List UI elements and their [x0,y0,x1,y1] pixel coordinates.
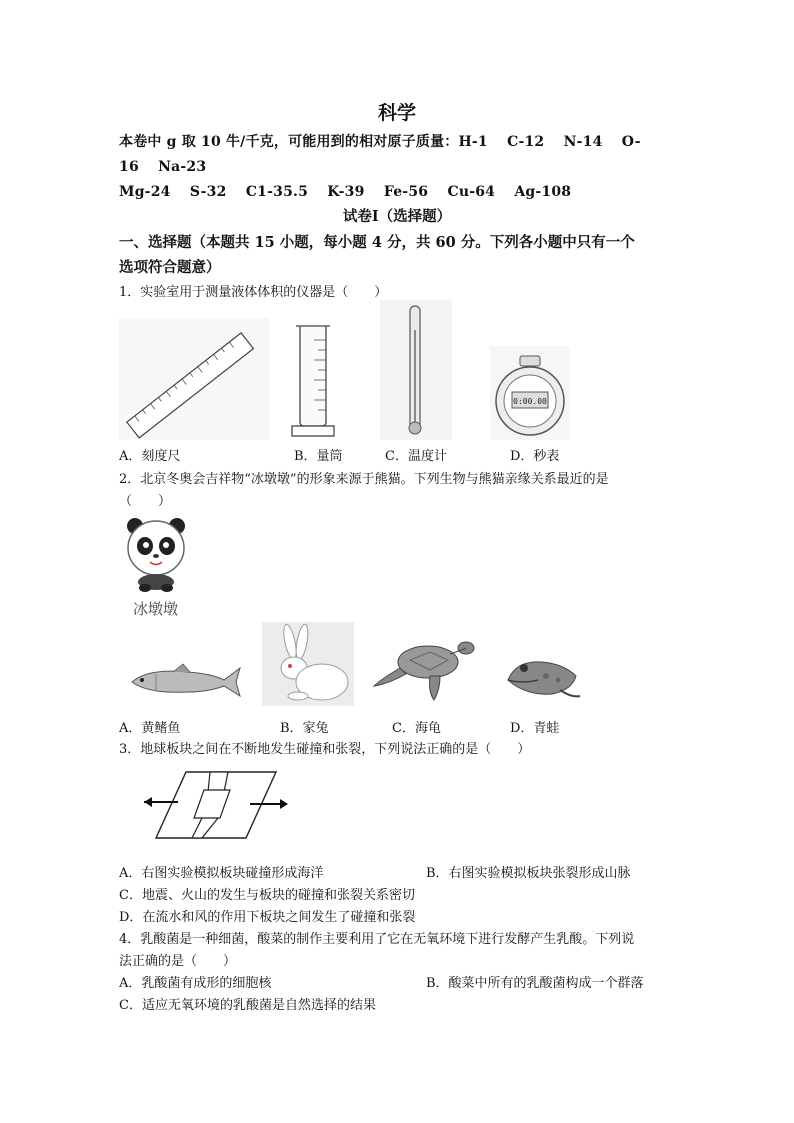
q1-option-a: A．刻度尺 [119,449,181,464]
fish-image [128,660,244,704]
q4-option-c: C．适应无氧环境的乳酸菌是自然选择的结果 [119,998,376,1013]
q1-stem: 1．实验室用于测量液体体积的仪器是（ ） [119,285,388,300]
q2-option-c: C．海龟 [392,721,441,736]
q2-option-d: D．青蛙 [510,721,560,736]
section-heading-line-2: 选项符合题意） [119,259,221,276]
paper-title: 试卷Ⅰ（选择题） [342,208,452,225]
q2-stem-line-2: （ ） [119,494,172,509]
q3-option-a: A．右图实验模拟板块碰撞形成海洋 [119,866,324,881]
plate-tectonics-diagram [138,766,294,844]
q1-option-c: C．温度计 [385,449,447,464]
thermometer-image [380,300,452,440]
graduated-cylinder-image [288,322,338,440]
q4-option-b: B．酸菜中所有的乳酸菌构成一个群落 [426,976,644,991]
page-title: 科学 [377,102,416,124]
q1-option-d: D．秒表 [510,449,560,464]
section-heading-line-1: 一、选择题（本题共 15 小题，每小题 4 分，共 60 分。下列各小题中只有一个 [119,234,635,251]
intro-line-2: 16 Na-23 [119,159,207,175]
q1-option-b: B．量筒 [294,449,343,464]
rabbit-image [262,622,354,706]
q2-option-a: A．黄鳍鱼 [119,721,181,736]
intro-line-1: 本卷中 g 取 10 牛/千克，可能用到的相对原子质量：H-1 C-12 N-14 O- [119,134,641,150]
q3-option-b: B．右图实验模拟板块张裂形成山脉 [426,866,631,881]
mascot-caption: 冰墩墩 [133,600,179,618]
q4-option-a: A．乳酸菌有成形的细胞核 [119,976,272,991]
q2-stem-line-1: 2．北京冬奥会吉祥物“冰墩墩”的形象来源于熊猫。下列生物与熊猫亲缘关系最近的是 [119,472,609,487]
ruler-image [119,318,269,440]
q3-option-d: D．在流水和风的作用下板块之间发生了碰撞和张裂 [119,910,416,925]
q4-stem-line-2: 法正确的是（ ） [119,954,237,969]
intro-line-3: Mg-24 S-32 C1-35.5 K-39 Fe-56 Cu-64 Ag-108 [119,184,572,200]
q3-option-c: C．地震、火山的发生与板块的碰撞和张裂关系密切 [119,888,415,903]
stopwatch-image [490,346,570,440]
q4-stem-line-1: 4．乳酸菌是一种细菌，酸菜的制作主要利用了它在无氧环境下进行发酵产生乳酸。下列说 [119,932,635,947]
frog-image [502,650,584,702]
q2-option-b: B．家兔 [280,721,329,736]
bing-dwen-dwen-image [119,512,197,592]
stopwatch-display: 0:00.00 [513,397,547,406]
sea-turtle-image [370,630,476,704]
q3-stem: 3．地球板块之间在不断地发生碰撞和张裂，下列说法正确的是（ ） [119,742,531,757]
